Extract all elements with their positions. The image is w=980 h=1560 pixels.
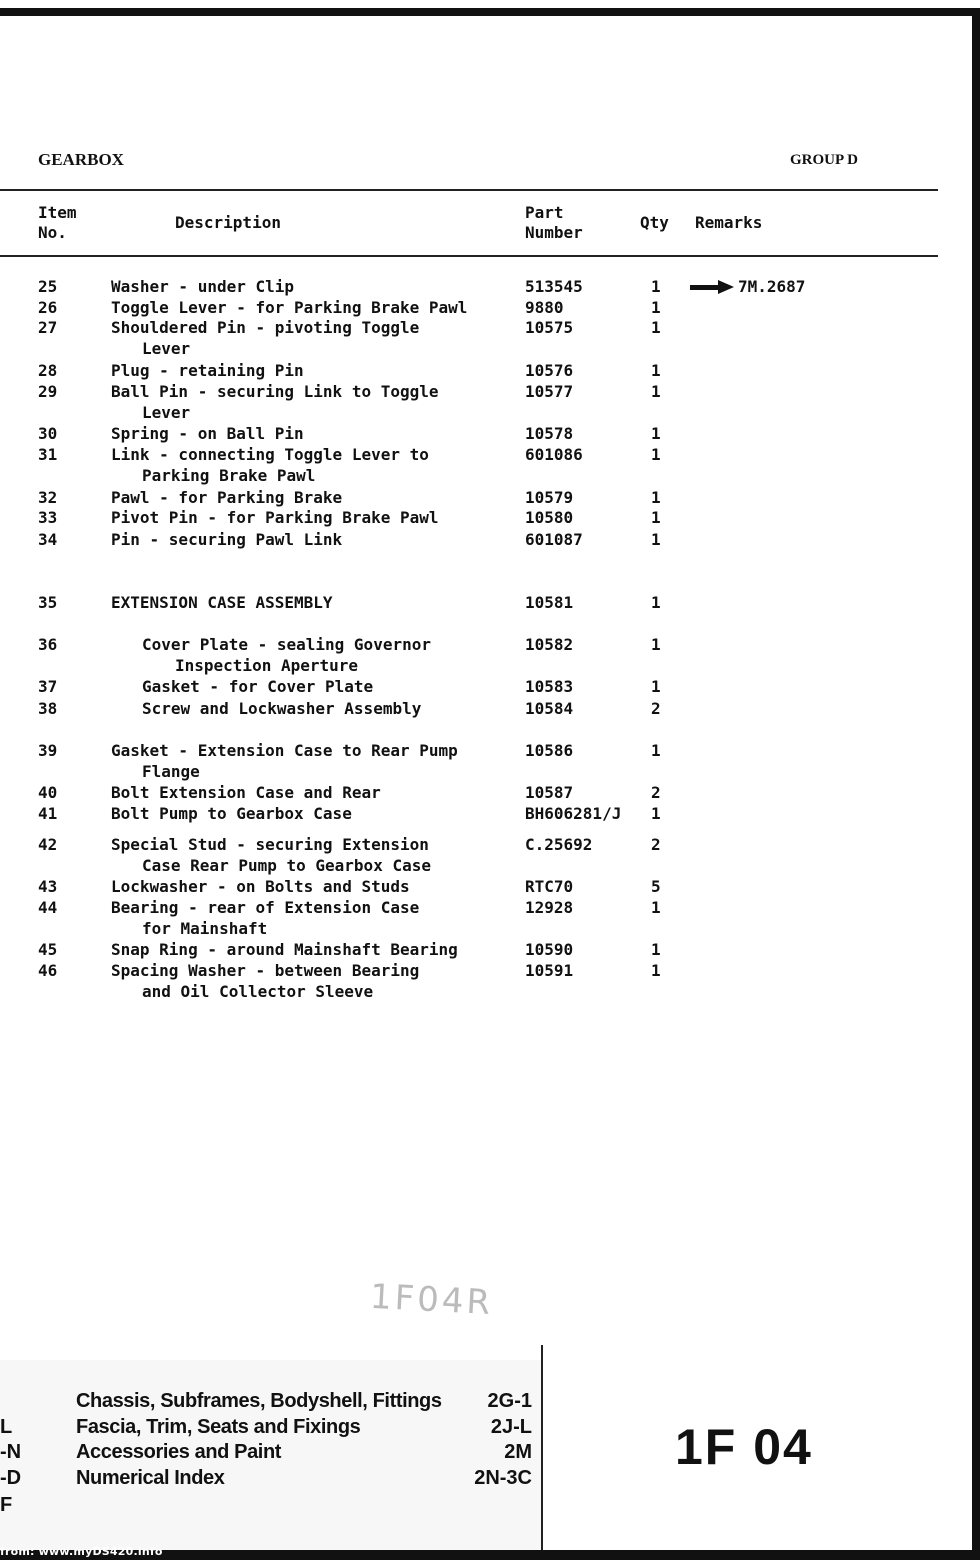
item-description: Spring - on Ball Pin [111,424,304,443]
right-border [972,8,980,1560]
item-number: 37 [38,677,58,696]
quantity: 1 [651,940,661,959]
header-rule [0,189,938,191]
part-number: 10581 [525,593,574,612]
item-description: Pin - securing Pawl Link [111,530,343,549]
item-number: 34 [38,530,58,549]
quantity: 1 [651,445,661,464]
index-label: Chassis, Subframes, Bodyshell, Fittings [76,1390,442,1412]
index-letter: -N [0,1441,22,1463]
item-number: 27 [38,318,58,337]
item-description: Plug - retaining Pin [111,361,304,380]
part-number: 10591 [525,961,574,980]
part-number: 10583 [525,677,574,696]
item-description: EXTENSION CASE ASSEMBLY [111,593,333,612]
part-number: 10577 [525,382,574,401]
quantity: 1 [651,298,661,317]
part-number: RTC70 [525,877,574,896]
index-letter: L [0,1416,13,1438]
quantity: 1 [651,961,661,980]
quantity: 5 [651,877,661,896]
part-number: 12928 [525,898,574,917]
index-code: 2N-3C [474,1467,532,1489]
quantity: 1 [651,488,661,507]
quantity: 1 [651,382,661,401]
index-label: Fascia, Trim, Seats and Fixings [76,1416,361,1438]
part-number: 10575 [525,318,574,337]
item-description: Shouldered Pin - pivoting Toggle Lever [111,318,420,358]
item-number: 44 [38,898,58,917]
item-description: Pivot Pin - for Parking Brake Pawl [111,508,439,527]
item-description: Bearing - rear of Extension Case for Mainshaft [111,898,420,938]
quantity: 1 [651,898,661,917]
item-description: Gasket - for Cover Plate [142,677,374,696]
item-number: 41 [38,804,58,823]
fiche-number: 1F 04 [675,1419,813,1475]
quantity: 1 [651,318,661,337]
item-number: 45 [38,940,58,959]
column-header-rule [0,255,938,257]
item-description: Bolt Extension Case and Rear [111,783,381,802]
part-number: C.25692 [525,835,593,854]
item-number: 26 [38,298,58,317]
quantity: 1 [651,530,661,549]
quantity: 1 [651,804,661,823]
part-number: 10579 [525,488,574,507]
page-title: GEARBOX [38,150,124,169]
index-letter: F [0,1494,13,1516]
quantity: 1 [651,741,661,760]
item-number: 46 [38,961,58,980]
part-number: BH606281/J [525,804,622,823]
item-number: 28 [38,361,58,380]
quantity: 2 [651,835,661,854]
quantity: 1 [651,593,661,612]
index-label: Accessories and Paint [76,1441,282,1463]
remarks-text: 7M.2687 [738,277,806,296]
item-number: 25 [38,277,58,296]
part-number: 10582 [525,635,574,654]
part-number: 601086 [525,445,583,464]
item-description: Gasket - Extension Case to Rear Pump Flange [111,741,458,781]
item-number: 42 [38,835,58,854]
column-header-remarks: Remarks [695,213,763,232]
item-number: 33 [38,508,58,527]
index-label: Numerical Index [76,1467,225,1489]
top-border [0,8,980,16]
item-description: Screw and Lockwasher Assembly [142,699,422,718]
part-number: 10587 [525,783,574,802]
column-header-part-number: Part Number [525,203,583,242]
index-letter: -D [0,1467,22,1489]
part-number: 10586 [525,741,574,760]
quantity: 1 [651,361,661,380]
index-divider [541,1345,543,1550]
item-number: 43 [38,877,58,896]
index-code: 2G-1 [487,1390,532,1412]
item-number: 35 [38,593,58,612]
item-description: Washer - under Clip [111,277,295,296]
item-number: 31 [38,445,58,464]
arrow-right-icon [690,280,734,294]
part-number: 601087 [525,530,583,549]
part-number: 10590 [525,940,574,959]
index-code: 2M [504,1441,532,1463]
item-number: 39 [38,741,58,760]
item-number: 30 [38,424,58,443]
column-header-item: Item No. [38,203,77,242]
column-header-qty: Qty [640,213,669,232]
column-header-description: Description [175,213,281,232]
item-description: Link - connecting Toggle Lever to Parking Brake Pawl [111,445,429,485]
quantity: 2 [651,783,661,802]
index-code: 2J-L [490,1416,532,1438]
item-description: Spacing Washer - between Bearing and Oil Collector Sleeve [111,961,420,1001]
item-description: Toggle Lever - for Parking Brake Pawl [111,298,468,317]
part-number: 10584 [525,699,574,718]
quantity: 1 [651,635,661,654]
quantity: 1 [651,424,661,443]
item-description: Special Stud - securing Extension Case Rear Pump to Gearbox Case [111,835,431,875]
fiche-stamp: 1F04R [369,1276,495,1324]
item-number: 29 [38,382,58,401]
item-description: Cover Plate - sealing Governor Inspection Aperture [142,635,431,675]
part-number: 9880 [525,298,564,317]
item-number: 32 [38,488,58,507]
part-number: 10580 [525,508,574,527]
group-label: GROUP D [790,152,858,168]
part-number: 10576 [525,361,574,380]
part-number: 10578 [525,424,574,443]
source-footer: from: www.myDS420.info [0,1545,163,1558]
quantity: 1 [651,277,661,296]
item-number: 38 [38,699,58,718]
part-number: 513545 [525,277,583,296]
item-number: 36 [38,635,58,654]
item-description: Snap Ring - around Mainshaft Bearing [111,940,458,959]
item-number: 40 [38,783,58,802]
remarks [690,276,805,297]
item-description: Pawl - for Parking Brake [111,488,343,507]
quantity: 1 [651,508,661,527]
item-description: Ball Pin - securing Link to Toggle Lever [111,382,439,422]
item-description: Bolt Pump to Gearbox Case [111,804,352,823]
quantity: 1 [651,677,661,696]
quantity: 2 [651,699,661,718]
item-description: Lockwasher - on Bolts and Studs [111,877,410,896]
